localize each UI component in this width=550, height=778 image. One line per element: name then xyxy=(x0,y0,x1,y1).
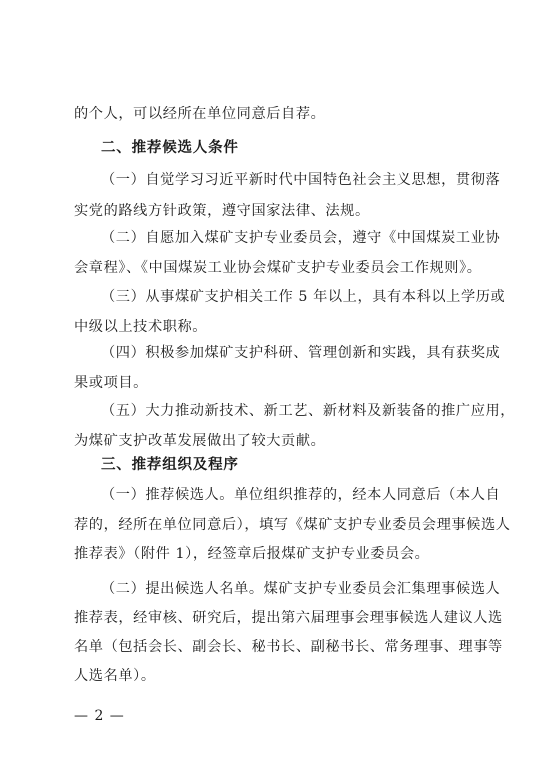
text-line-1: 的个人，可以经所在单位同意后自荐。 xyxy=(74,106,326,122)
condition-3-line-1: （三）从事煤矿支护相关工作 5 年以上，具有本科以上学历或 xyxy=(101,289,506,305)
condition-2-line-2: 会章程》、《中国煤炭工业协会煤矿支护专业委员会工作规则》。 xyxy=(74,260,482,276)
procedure-1-line-2: 荐的，经所在单位同意后），填写《煤矿支护专业委员会理事候选人 xyxy=(74,517,511,533)
condition-1-line-1: （一）自觉学习习近平新时代中国特色社会主义思想，贯彻落 xyxy=(101,172,501,188)
procedure-1-line-1: （一）推荐候选人。单位组织推荐的，经本人同意后（本人自 xyxy=(101,487,501,503)
procedure-1-line-3: 推荐表》（附件 1），经签章后报煤矿支护专业委员会。 xyxy=(74,546,430,562)
procedure-2-line-1: （二）提出候选人名单。煤矿支护专业委员会汇集理事候选人 xyxy=(101,581,501,597)
condition-4-line-1: （四）积极参加煤矿支护科研、管理创新和实践，具有获奖成 xyxy=(101,345,501,361)
procedure-2-line-4: 人选名单）。 xyxy=(74,668,156,684)
procedure-2-line-2: 推荐表，经审核、研究后，提出第六届理事会理事候选人建议人选 xyxy=(74,610,503,626)
condition-2-line-1: （二）自愿加入煤矿支护专业委员会，遵守《中国煤炭工业协 xyxy=(101,230,501,246)
section-heading-2: 二、推荐候选人条件 xyxy=(101,140,239,156)
section-heading-3: 三、推荐组织及程序 xyxy=(101,457,239,473)
condition-1-line-2: 实党的路线方针政策，遵守国家法律、法规。 xyxy=(74,203,370,219)
condition-5-line-2: 为煤矿支护改革发展做出了较大贡献。 xyxy=(74,433,326,449)
condition-4-line-2: 果或项目。 xyxy=(74,375,148,391)
page-number: — 2 — xyxy=(74,708,125,724)
condition-3-line-2: 中级以上技术职称。 xyxy=(74,319,208,335)
procedure-2-line-3: 名单（包括会长、副会长、秘书长、副秘书长、常务理事、理事等 xyxy=(74,639,503,655)
condition-5-line-1: （五）大力推动新技术、新工艺、新材料及新装备的推广应用， xyxy=(101,403,516,419)
